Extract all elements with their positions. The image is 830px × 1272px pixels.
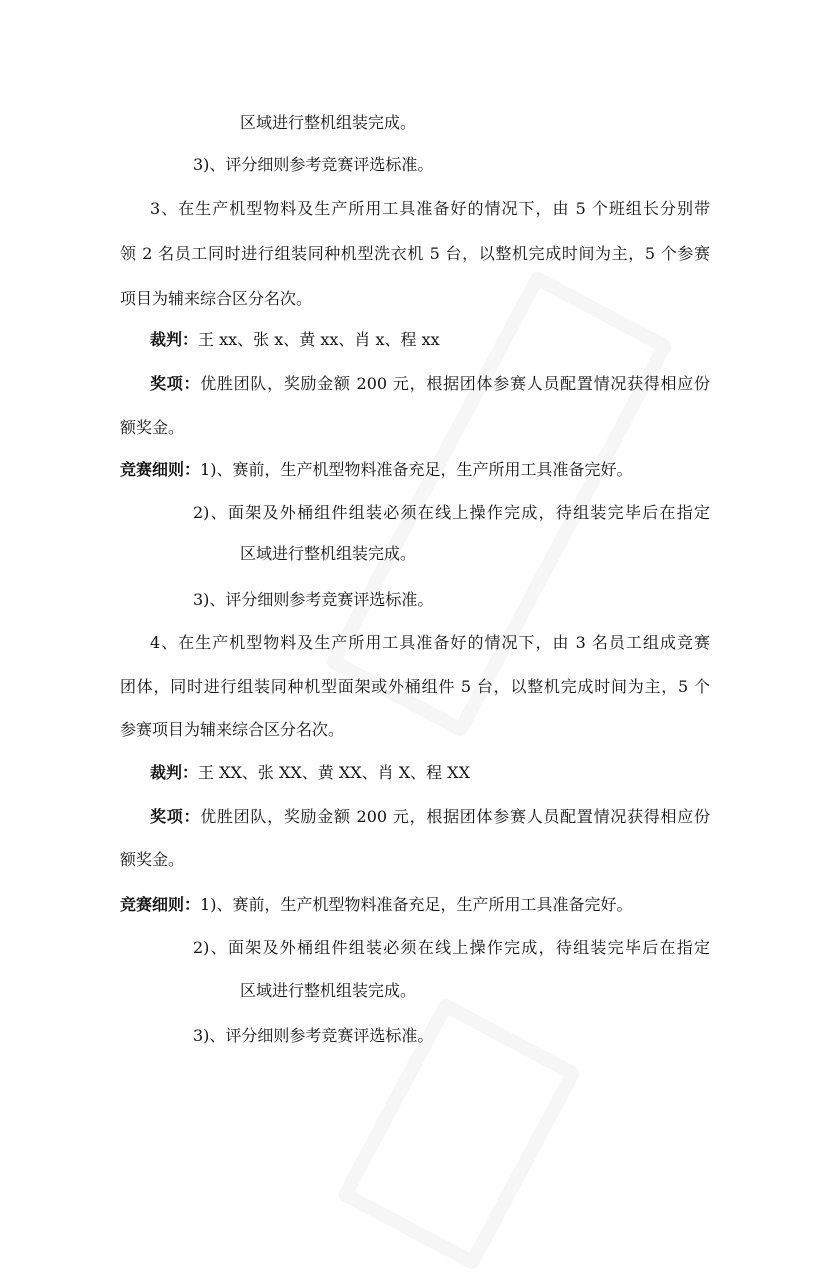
- judges-label: 裁判：: [150, 330, 199, 349]
- award-line: [150, 374, 710, 394]
- rules-line: [120, 460, 632, 480]
- judges-line: [150, 763, 470, 783]
- rule-item: 1)、赛前，生产机型物料准备充足，生产所用工具准备完好。: [200, 895, 633, 914]
- award-label: 奖项：: [150, 374, 201, 393]
- rule-item: 3)、评分细则参考竞赛评选标准。: [193, 1026, 434, 1045]
- paragraph-4-line: 参赛项目为辅来综合区分名次。: [120, 720, 345, 739]
- text-line: 额奖金。: [120, 418, 185, 437]
- rules-label: 竞赛细则：: [120, 460, 201, 479]
- paragraph-3-line: 3、在生产机型物料及生产所用工具准备好的情况下，由 5 个班组长分别带: [150, 199, 710, 218]
- award-line: [150, 807, 710, 827]
- paragraph-3-line: 项目为辅来综合区分名次。: [120, 289, 313, 308]
- judges-value: 王 xx、张 x、黄 xx、肖 x、程 xx: [198, 330, 440, 349]
- judges-line: [150, 330, 440, 350]
- paragraph-4-line: 团体，同时进行组装同种机型面架或外桶组件 5 台，以整机完成时间为主，5 个: [120, 677, 710, 696]
- text-line: 区域进行整机组装完成。: [240, 981, 417, 1000]
- judges-value: 王 XX、张 XX、黄 XX、肖 X、程 XX: [198, 763, 470, 782]
- text-line: 区域进行整机组装完成。: [240, 113, 417, 132]
- paragraph-4-line: 4、在生产机型物料及生产所用工具准备好的情况下，由 3 名员工组成竞赛: [150, 633, 710, 652]
- text-line: 3)、评分细则参考竞赛评选标准。: [193, 155, 434, 174]
- rule-item: 2)、面架及外桶组件组装必须在线上操作完成，待组装完毕后在指定: [193, 503, 710, 522]
- rule-item: 3)、评分细则参考竞赛评选标准。: [193, 590, 434, 609]
- rule-item: 1)、赛前，生产机型物料准备充足，生产所用工具准备完好。: [200, 460, 633, 479]
- text-line: 区域进行整机组装完成。: [240, 544, 417, 563]
- award-value: 优胜团队，奖励金额 200 元，根据团体参赛人员配置情况获得相应份: [200, 807, 710, 826]
- rules-label: 竞赛细则：: [120, 895, 201, 914]
- rules-line: [120, 895, 632, 915]
- judges-label: 裁判：: [150, 763, 199, 782]
- award-value: 优胜团队，奖励金额 200 元，根据团体参赛人员配置情况获得相应份: [200, 374, 710, 393]
- award-label: 奖项：: [150, 807, 201, 826]
- paragraph-3-line: 领 2 名员工同时进行组装同种机型洗衣机 5 台，以整机完成时间为主，5 个参赛: [120, 244, 710, 263]
- text-line: 额奖金。: [120, 850, 185, 869]
- rule-item: 2)、面架及外桶组件组装必须在线上操作完成，待组装完毕后在指定: [193, 938, 710, 957]
